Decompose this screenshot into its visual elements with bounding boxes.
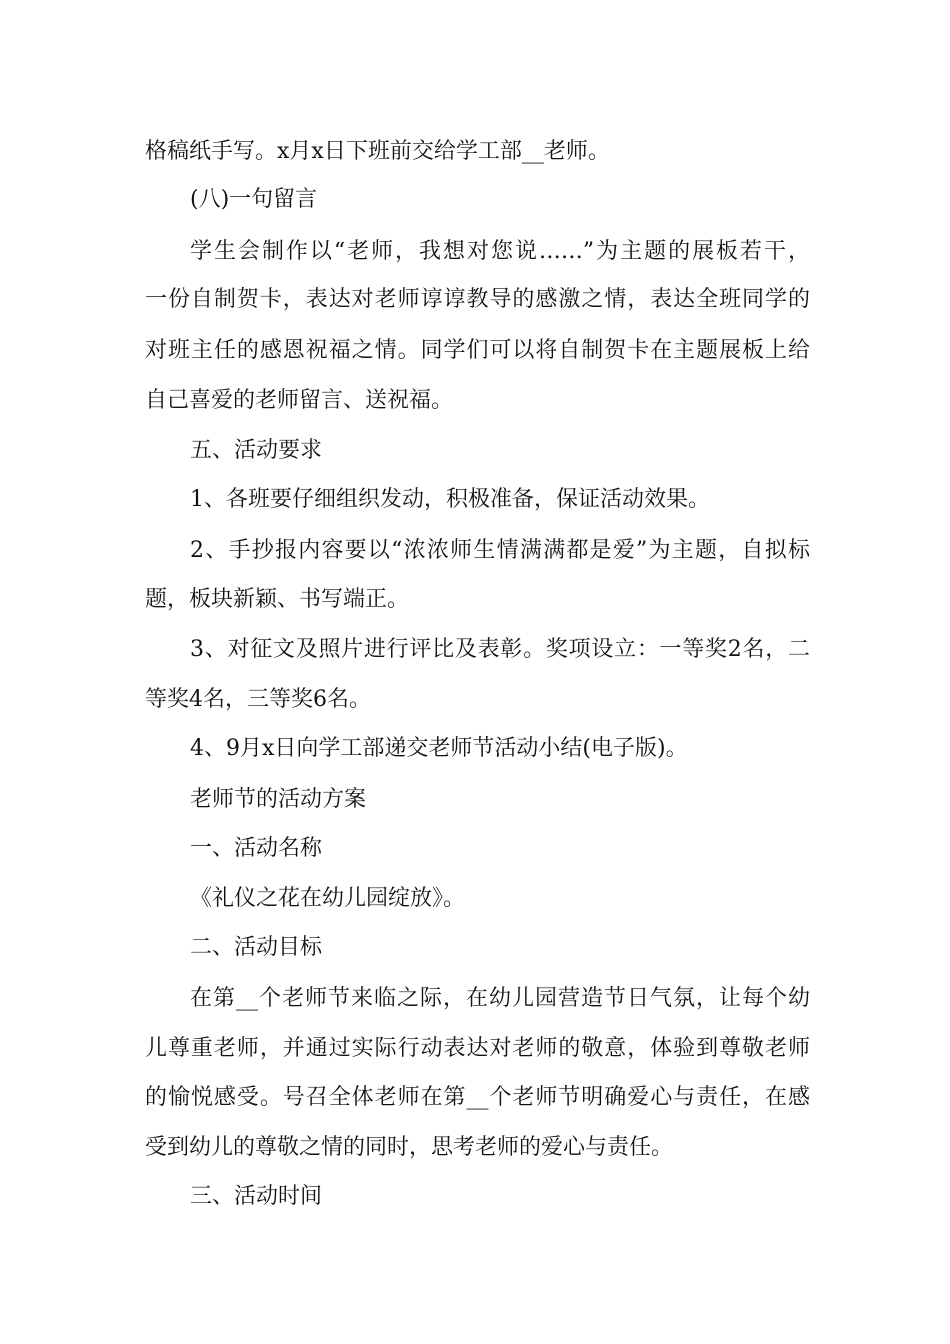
list-item: 4、9月x日向学工部递交老师节活动小结(电子版)。 <box>190 736 688 761</box>
text-line: 的愉悦感受。号召全体老师在第__个老师节明确爱心与责任，在感 <box>145 1085 810 1110</box>
text-line: 在第__个老师节来临之际，在幼儿园营造节日气氛，让每个幼 <box>190 986 810 1011</box>
list-item: 3、对征文及照片进行评比及表彰。奖项设立：一等奖2名，二 <box>190 637 810 662</box>
section-heading: (八)一句留言 <box>190 187 318 212</box>
text-line: 《礼仪之花在幼儿园绽放》。 <box>190 886 466 911</box>
list-item: 1、各班要仔细组织发动，积极准备，保证活动效果。 <box>190 487 710 512</box>
text-line: 受到幼儿的尊敬之情的同时，思考老师的爱心与责任。 <box>145 1135 674 1160</box>
text-line: 自己喜爱的老师留言、送祝福。 <box>145 388 454 413</box>
section-heading: 一、活动名称 <box>190 836 323 861</box>
text-line: 题，板块新颖、书写端正。 <box>145 587 410 612</box>
section-heading: 五、活动要求 <box>190 438 323 463</box>
list-item: 2、手抄报内容要以“浓浓师生情满满都是爱”为主题，自拟标 <box>190 538 810 563</box>
text-line: 对班主任的感恩祝福之情。同学们可以将自制贺卡在主题展板上给 <box>145 338 810 363</box>
text-line: 一份自制贺卡，表达对老师谆谆教导的感激之情，表达全班同学的 <box>145 287 810 312</box>
text-line: 等奖4名，三等奖6名。 <box>145 687 371 712</box>
section-heading: 三、活动时间 <box>190 1184 323 1209</box>
document-title: 老师节的活动方案 <box>190 787 367 812</box>
section-heading: 二、活动目标 <box>190 935 323 960</box>
text-line: 格稿纸手写。x月x日下班前交给学工部__老师。 <box>145 139 610 164</box>
text-line: 学生会制作以“老师，我想对您说……”为主题的展板若干， <box>190 239 810 264</box>
text-line: 儿尊重老师，并通过实际行动表达对老师的敬意，体验到尊敬老师 <box>145 1036 810 1061</box>
